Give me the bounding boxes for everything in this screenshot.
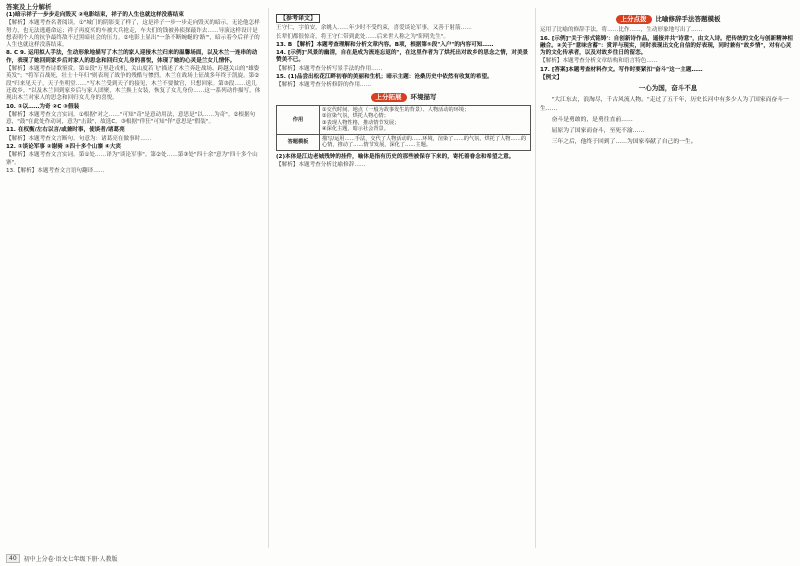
example-label: 【例文】	[540, 75, 563, 82]
tip-text: 运用了比喻的修辞手法，将……比作……，生动形象地写出了……	[540, 27, 703, 34]
column-divider	[268, 8, 269, 548]
answer-block: 16. [示例]"关于'形式铭铸'：自创新诗作品，遥接并共"诗意"，由文入诗。把传统的文化与创新精神相融合。②关于"意味含蓄"：赏评与现实，同时表现出文化自信的好表现，同时兼有"故乡情"，对有心灵为的文化传承者，以及对故乡往日的留恋。	[540, 35, 793, 57]
analysis-block: 【解析】本题考查文言断句。句意为：诸葛亮在做事时……	[6, 135, 152, 142]
table-line: ④深化主题，暗示社会背景。	[322, 126, 389, 133]
answer-block: 13. B 【解析】本题考查理解和分析文章内容。B项，根据第⑤段"入户"的内容可知……	[276, 41, 494, 48]
analysis-block: 【解析】本题考查诗歌鉴赏。第①段"万里赴戎机，关山度若飞"描述了木兰奔赴战场、跨越关山的"雄姿英发"；"将军百战死，壮士十年归"则表现了战争的残酷与惨烈，木兰在战场上征战多年终于凯旋。第②段"归来见天子，天子坐明堂……"写木兰受到天子的接见，木兰不要做官，只想回家。第③段……送儿还故乡。"以及木兰回到家乡后与家人团聚，木兰换上女装，恢复了女儿身份……这一系列动作描写，体现出木兰对家人的思念和回归女儿身的喜悦。	[6, 66, 261, 102]
table-row	[277, 105, 531, 134]
table-line: ①交代时间、地点（一般为故事发生的背景）、人物活动的环境；	[322, 106, 470, 113]
column-divider	[535, 8, 536, 548]
translation-text: 王守仁，字伯安，余姚人……年少时不受约束，喜爱谈论军事，又善于射箭……	[276, 25, 472, 32]
table-line: ③表现人物性格，推动情节发展；	[322, 119, 400, 126]
page-number: 40	[6, 554, 20, 563]
answer-block: 8. C 9. 运用拟人手法，生动形象地描写了木兰的家人迎接木兰归来的温馨场面，以及木兰一连串的动作，表现了她回到家乡后对家人的思念和回归女儿身的喜悦，体现了她的心灵是兰女儿情怀。	[6, 50, 258, 64]
book-title: 初中上分卷·语文七年级下册·人教版	[23, 556, 118, 563]
table-row	[277, 134, 531, 150]
answer-block: 12. ①谈论军事 ②谢骑 ③四十多个山寨 ④大宾	[6, 144, 121, 151]
table-row-label: 作用	[277, 105, 320, 134]
table-line: ②渲染气氛，烘托人物心情；	[322, 113, 389, 120]
analysis-block: 【解析】本题考查分析比喻修辞……	[276, 162, 366, 169]
analysis-block: 【解析】本题考查分析修辞的作用……	[276, 82, 372, 89]
skill-table	[276, 105, 531, 151]
analysis-block: 【解析】本题考查名著阅读。①"城门的阴影变了样了，这是祥子一步一步走向毁灭的暗示，无论他怎样努力，也无法逃避命运；祥子再度买的车被大兵抢走，车夫们的钱被孙侦探敲诈去……导演这样设计是想表明个人的抗争最终敌不过黑暗社会的压力。②电影上显出"一条不断蜿蜒的'路'"，暗示着今后祥子的人生也就这样没落结束。	[6, 20, 260, 49]
column-right	[540, 12, 796, 149]
page-footer	[6, 554, 117, 563]
table-cell	[320, 105, 531, 134]
skill-box-pill: 上分拓展	[371, 93, 407, 102]
answer-block: (2)本体是江边老城残钟的挂件，喻体是指有历史的那些被保存下来的，寄托着眷念和希望之意。	[276, 153, 515, 160]
answer-block: 10. ①以……为奇 ②C ③假装	[6, 103, 80, 110]
skill-box-title	[276, 93, 531, 102]
essay-paragraph: 三年之后，他终于回到了……为国家奉献了自己的一生。	[551, 138, 697, 145]
essay-title: 一心为国，奋斗不息	[638, 84, 698, 93]
essay-paragraph: "大江东去，浪淘尽，千古风流人物。"走过了五千年，历史长河中有多少人为了国家而奋斗一生……	[540, 96, 789, 112]
analysis-block: 【解析】本题考查文言实词。第①处……译为"谈论军事"。第②处……第③处"四十余"意为"四十多个山寨"。	[6, 152, 258, 166]
answer-block: 17. [答案]本题考查材料作文。写作时要紧扣"奋斗"这一主题……	[540, 66, 703, 73]
answer-block: 14. [示例]"风景的幽清，自在是成为流连忘返的"，在这里作者为了烘托出对故乡的思念之情，对美景赞美不已。	[276, 50, 529, 64]
tip-box-pill: 上分点拨	[616, 15, 652, 24]
column-left	[6, 12, 261, 176]
page-header: 答案及上分解析	[6, 3, 52, 11]
skill-box-heading: 环境描写	[410, 92, 437, 101]
tip-box-heading: 比喻修辞手法答题模板	[655, 15, 721, 23]
tip-box-title	[540, 15, 796, 24]
essay-paragraph: 奋斗是勇敢的，是勇往直前……	[551, 116, 633, 123]
analysis-block: 13.【解析】本题考查文言语句翻译……	[6, 167, 105, 174]
analysis-block: 【解析】本题考查分析写景手法的作用……	[276, 65, 383, 72]
analysis-block: 【解析】本题考查文言实词。①根据"对之……"可知"奇"是意动用法，意思是"以……为奇"。②根据句意，"鼓"在此处作动词，意为"击鼓"，故选C。③根据"佯狂"可知"佯"意思是"假装"。	[6, 111, 256, 126]
column-middle	[276, 12, 531, 171]
answer-block: (1)暗示祥子一步步走向毁灭 ②电影结束，祥子的人生也就这样没落结束	[6, 12, 184, 18]
table-cell	[320, 134, 531, 150]
translation-text: 长辈们都很惊奇，将王守仁带到此处……后来世人称之为"阳明先生"。	[276, 33, 449, 40]
answer-block: 15. (1)品尝出松花江畔初春的美丽和生机；暗示主题：沧桑历史中依然有收复的希望。	[276, 74, 493, 81]
table-line: 描写/运用……手法，交代了人物活动的……环境，渲染了……的气氛，烘托了人物……的心情，推动了……情节发展，深化了……主题。	[322, 135, 527, 149]
analysis-block: 【解析】本题考查分析文章结构和语言特色……	[540, 58, 658, 65]
reference-translation-heading: 【参考译文】	[276, 14, 320, 23]
essay-paragraph: 屈原为了国家而奋斗，至死不渝……	[551, 127, 645, 134]
answer-block: 11. 在权衡/左右以言/或兼时事，使谈者/诸葛亮	[6, 127, 125, 134]
table-row-label: 答题模板	[277, 134, 320, 150]
